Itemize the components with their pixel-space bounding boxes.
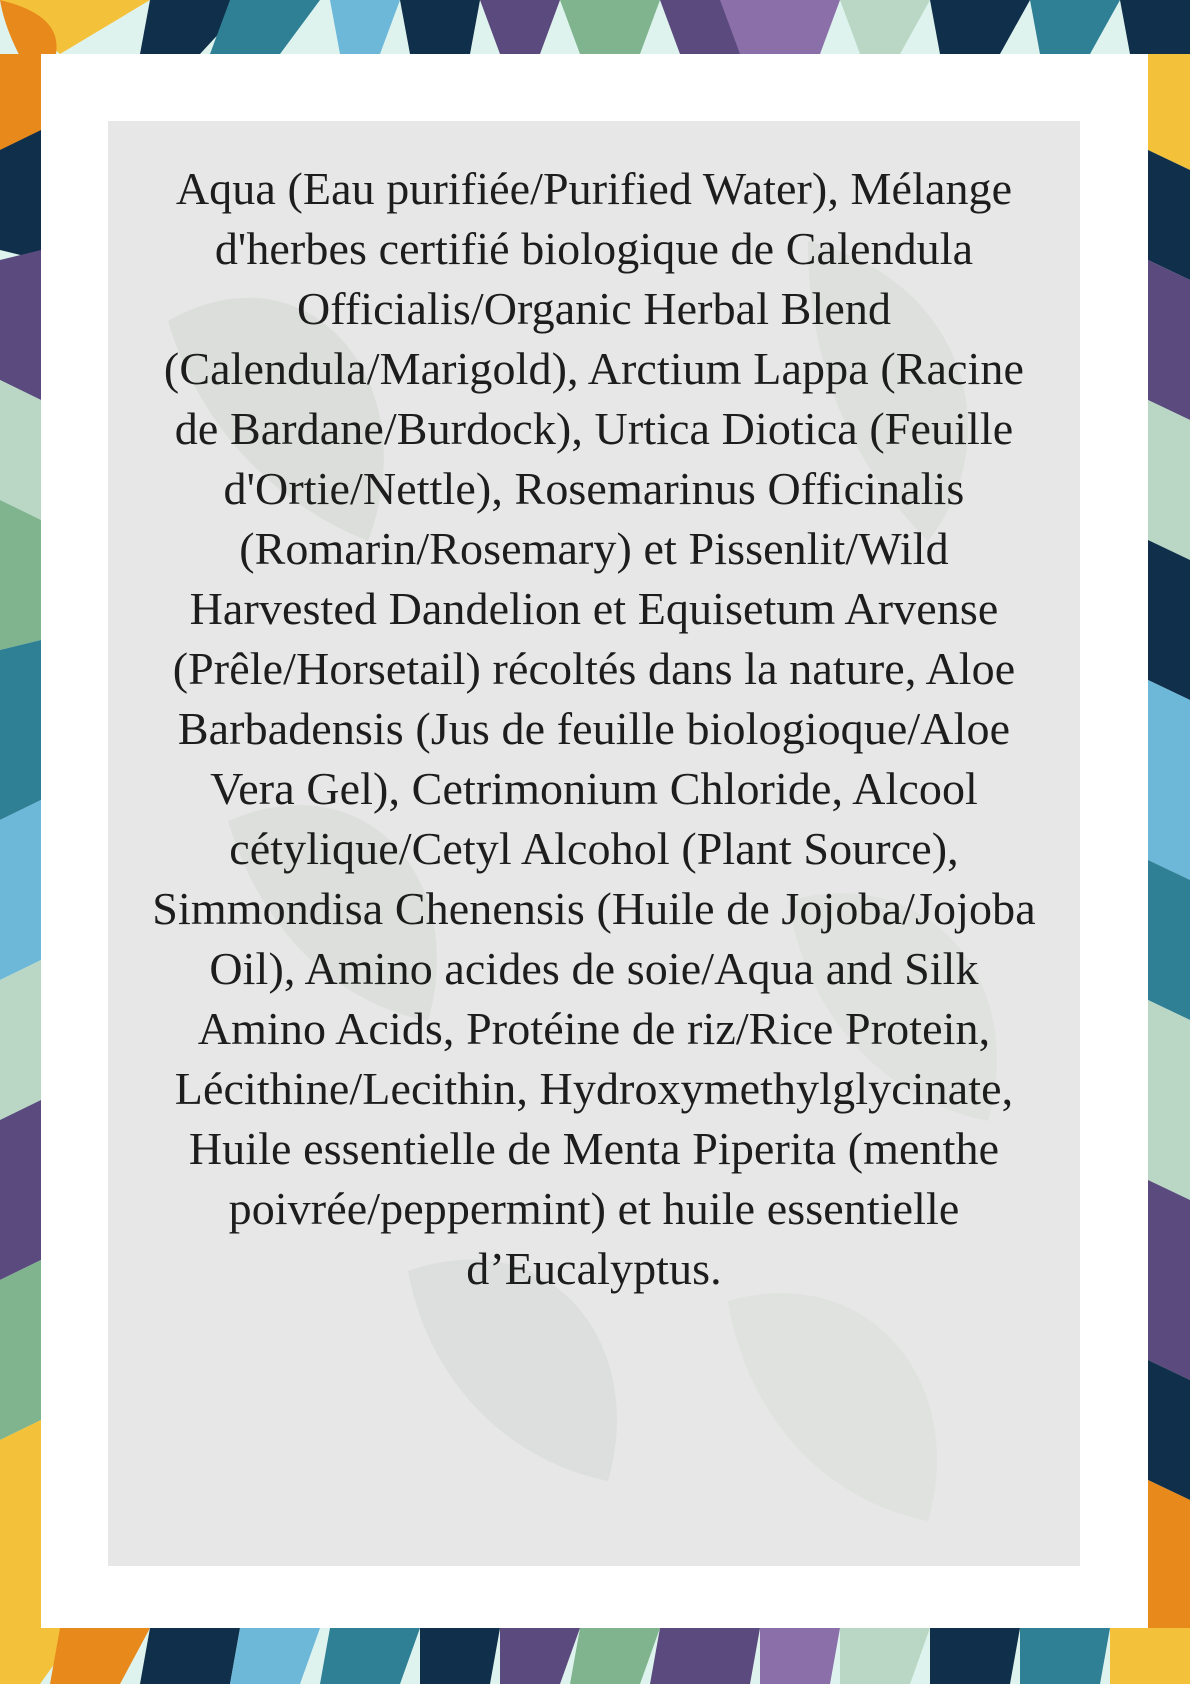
bottom-border-leaves (0, 1628, 1190, 1684)
ingredients-panel (108, 121, 1080, 1566)
ingredients-text: Aqua (Eau purifiée/Purified Water), Mélange d'herbes certifié biologique de Calendula Officialis/Organic Herbal Blend (Calendula/Marigold), Arctium Lappa (Racine de Bardane/Burdock), Urtica Diotica (Feuille d'Ortie/Nettle), Rosemarinus Officinalis (Romarin/Rosemary) et Pissenlit/Wild Harvested Dandelion et Equisetum Arvense (Prêle/Horsetail) récoltés dans la nature, Aloe Barbadensis (Jus de feuille biologioque/Aloe Vera Gel), Cetrimonium Chloride, Alcool cétylique/Cetyl Alcohol (Plant Source), Simmondisa Chenensis (Huile de Jojoba/Jojoba Oil), Amino acides de soie/Aqua and Silk Amino Acids, Protéine de riz/Rice Protein, Lécithine/Lecithin, Hydroxymethylglycinate, Huile essentielle de Menta Piperita (menthe poivrée/peppermint) et huile essentielle d’Eucalyptus. (152, 163, 1036, 1294)
right-border-leaves (1148, 54, 1190, 1628)
left-border-leaves (0, 54, 41, 1628)
content-card (41, 54, 1148, 1628)
